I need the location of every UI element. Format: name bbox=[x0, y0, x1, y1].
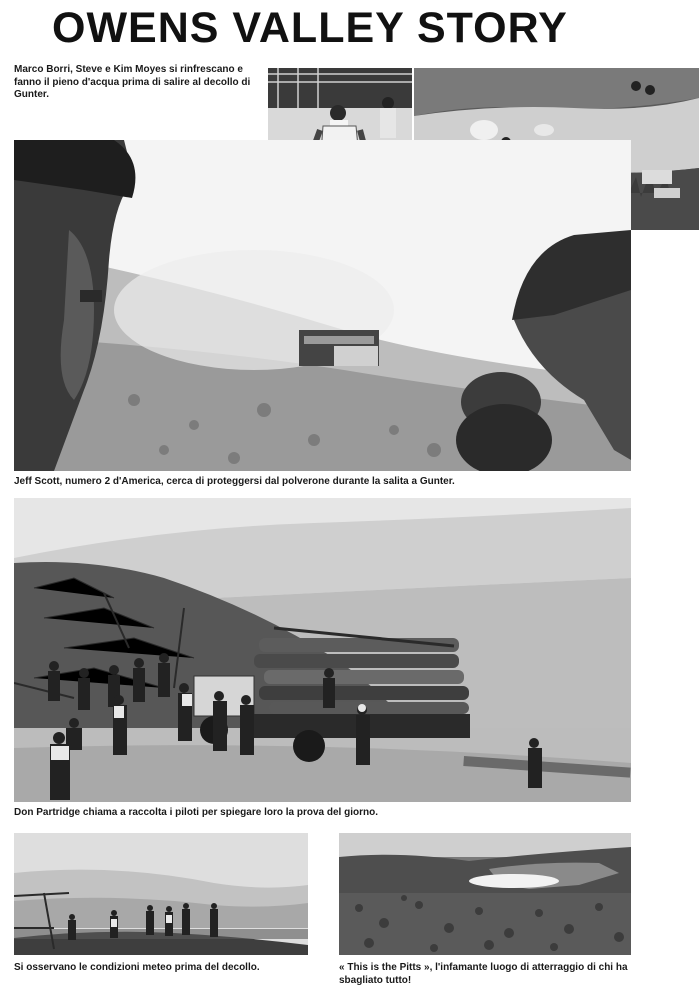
photo-landing-field bbox=[339, 833, 631, 955]
photo-dust-climb bbox=[14, 140, 631, 471]
caption-dust-climb: Jeff Scott, numero 2 d'America, cerca di proteggersi dal polverone durante la salita a Gunter. bbox=[14, 476, 455, 487]
caption-truck-gliders: Don Partridge chiama a raccolta i piloti per spiegare loro la prova del giorno. bbox=[14, 807, 378, 818]
caption-weather-watch: Si osservano le condizioni meteo prima del decollo. bbox=[14, 962, 260, 973]
caption-water-refill: Marco Borri, Steve e Kim Moyes si rinfrescano e fanno il pieno d'acqua prima di salire al decollo di Gunter. bbox=[14, 64, 251, 100]
photo-truck-gliders bbox=[14, 498, 631, 802]
caption-landing-field: « This is the Pitts », l'infamante luogo di atterraggio di chi ha sbagliato tutto! bbox=[339, 962, 628, 986]
page-title: OWENS VALLEY STORY bbox=[52, 4, 568, 52]
photo-weather-watch bbox=[14, 833, 308, 955]
